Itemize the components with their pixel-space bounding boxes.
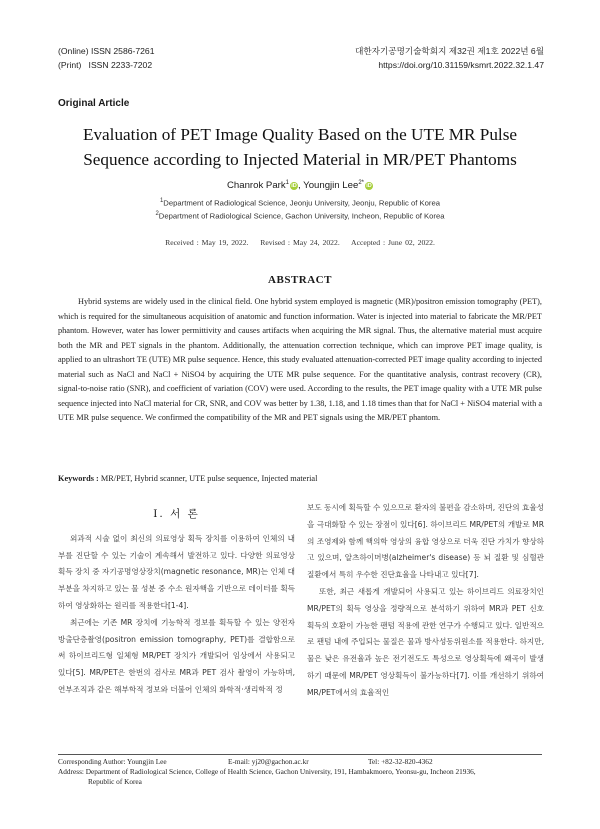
author-address: Address: Department of Radiological Science, College of Health Science, Gachon University, 191, Hambakmoero, Yeonsu-gu, Incheon 21936, [58,767,476,776]
issn-online: (Online) ISSN 2586-7261 [58,46,155,56]
received-dates: Received : May 19, 2022. Revised : May 24, 2022. Accepted : June 02, 2022. [165,238,435,247]
orcid-icon[interactable]: iD [291,183,297,190]
author-list [0,180,600,191]
journal-issue: 대한자기공명기술학회지 제32권 제1호 2022년 6월 [355,46,544,56]
body-paragraph: 또한, 최근 새롭게 개발되어 사용되고 있는 하이브리드 의료장치인 MR/PET의 획득 영상을 정량적으로 분석하기 위하여 MR과 PET 신호 획득의 호환이 가능한 팬텀 적용에 관한 연구가 수행되고 있다. 일반적으로 팬텀 내에 주입되는 물질은 물과 방사성동위원소를 적용한다. 하지만, 물은 낮은 유전율과 높은 전기전도도 특성으로 영상획득에 왜곡이 발생하기 때문에 MR/PET 영상획득이 불가능하다[7]. 이를 개선하기 위하여 MR/PET에서의 효율적인 [307,586,544,697]
affiliation-2-text: Department of Radiological Science, Gachon University, Incheon, Republic of Korea [158,211,445,221]
journal-block [355,44,544,72]
keywords-text: MR/PET, Hybrid scanner, UTE pulse sequence, Injected material [100,474,318,483]
author-tel: Tel: +82-32-820-4362 [368,757,433,766]
author-2-sup: 2* [358,180,364,186]
title-line-1: Evaluation of PET Image Quality Based on the UTE MR Pulse [82,125,518,144]
article-type: Original Article [58,98,130,109]
section-heading: Ⅰ. 서 론 [153,508,200,520]
doi-link[interactable]: https://doi.org/10.31159/ksmrt.2022.32.1.47 [378,60,544,70]
footer-contact-row [58,757,542,767]
corresponding-author: Corresponding Author: Youngjin Lee [58,757,167,766]
abstract-heading: ABSTRACT [268,274,332,286]
correspondence-footer [58,757,542,787]
body-column-right [307,500,544,702]
title-line-2: Sequence according to Injected Material in MR/PET Phantoms [83,150,517,169]
issn-block [58,44,155,72]
keywords-label: Keywords : [58,474,99,483]
footer-divider [58,754,542,755]
affiliation-1-text: Department of Radiological Science, Jeonju University, Jeonju, Republic of Korea [163,198,441,208]
author-separator: , [298,180,304,192]
affiliation-2 [0,208,600,223]
author-1-name: Chanrok Park [227,180,286,192]
body-paragraph: 보도 동시에 획득할 수 있으므로 환자의 불편을 감소하며, 진단의 효율성을 극대화할 수 있는 장점이 있다[6]. 하이브리드 MR/PET의 개발로 MR의 조영제와 함께 핵의학 영상의 융합 영상으로 더욱 진단 가치가 향상하고 있으며, 알츠하이머병(alzheimer's disease) 등 뇌 질환 및 심혈관 질환에서 특히 우수한 진단효율을 나타내고 있다[7]. [307,503,544,580]
orcid-icon[interactable]: iD [366,183,372,190]
body-column-left [58,500,295,699]
affiliation-2-sup: 2 [155,211,159,217]
keywords-line [58,474,317,483]
author-email[interactable]: E-mail: yj20@gachon.ac.kr [228,757,309,766]
paper-title [40,122,560,172]
abstract-body: Hybrid systems are widely used in the clinical field. One hybrid system employed is magnetic (MR)/positron emission tomography (PET), which is required for the simultaneous acquisition of anatomic and function information. Water is injected into material to fabricate the MR/PET phantom. However, water has lower permittivity and causes artifacts when acquiring the MR signal. Thus, the alternative material must acquire both the MR and PET signals in the phantom. Additionally, the attenuation correction technique, which can improve PET image quality, is applied to an ultrashort TE (UTE) MR pulse sequence. Hence, this study evaluated attenuation-corrected PET image quality according to injected material such as NaCl and NaCl + NiSO4 by acquiring the UTE MR pulse sequence. For the quantitative analysis, contrast recovery (CR), signal-to-noise ratio (SNR), and coefficient of variation (COV) were used. According to the results, the PET image quality with a UTE MR pulse sequence injected into NaCl material for CR, SNR, and COV was better by 1.38, 1.18, and 1.18 times than that for NaCl + NiSO4 material with a UTE MR pulse sequence. We confirmed the compatibility of the MR and PET signals using the MR/PET phantom. [58,297,542,422]
body-paragraph: 최근에는 기존 MR 장치에 기능학적 정보를 획득할 수 있는 양전자 방출단층촬영(positron emission tomography, PET)를 결합함으로써 하이브리드형 일체형 MR/PET 장치가 개발되어 임상에서 사용되고 있다[5]. MR/PET은 한번의 검사로 MR과 PET 검사 촬영이 가능하며, 연부조직과 같은 해부학적 정보와 더불어 인체의 화학적·생리학적 정 [58,617,295,694]
author-2-name: Youngjin Lee [303,180,359,192]
affiliation-1-sup: 1 [159,198,164,204]
body-paragraph: 외과적 시술 없이 최신의 의료영상 획득 장치를 이용하여 인체의 내부를 진단할 수 있는 기술이 계속해서 발전하고 있다. 다양한 의료영상 획득 장치 중 자기공명영상장치(magnetic resonance, MR)는 인체 대부분을 차지하고 있는 물 성분 중 수소 원자핵을 기반으로 데이터를 획득하여 영상화하는 원리를 적용한다[1-4]. [58,533,295,610]
author-1-sup: 1 [285,180,289,186]
author-address-2: Republic of Korea [88,777,142,786]
issn-print: (Print) ISSN 2233-7202 [58,60,153,70]
